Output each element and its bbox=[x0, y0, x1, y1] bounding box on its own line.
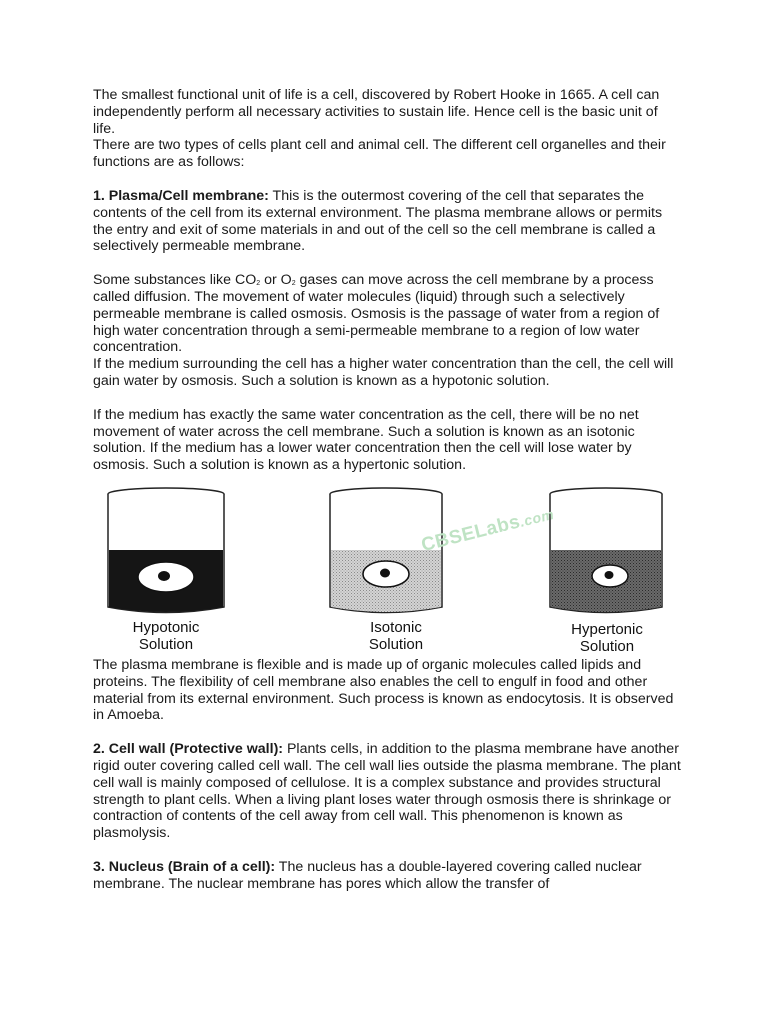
section-heading-plasma-membrane: 1. Plasma/Cell membrane: bbox=[93, 187, 269, 204]
document-body bbox=[93, 87, 683, 893]
intro-paragraph-2: There are two types of cells plant cell and animal cell. The different cell organelles and their functions are as follows: bbox=[93, 137, 666, 171]
section-cell-wall bbox=[93, 741, 683, 842]
hypertonic-label: Hypertonic Solution bbox=[571, 620, 643, 655]
hypotonic-beaker bbox=[108, 488, 224, 613]
watermark-logo: CBSELabs.com bbox=[419, 505, 556, 557]
intro-paragraph-1: The smallest functional unit of life is a cell, discovered by Robert Hooke in 1665. A cell can independently perform all necessary activities to sustain life. Hence cell is the basic unit of life. bbox=[93, 87, 660, 137]
section-text-nucleus: The nucleus has a double-layered covering called nuclear membrane. The nuclear membrane has pores which allow the transfer of bbox=[93, 858, 642, 892]
section-text-cell-wall: Plants cells, in addition to the plasma membrane have another rigid outer covering called cell wall. The cell wall lies outside the plasma membrane. The plant cell wall is mainly composed of cellulose. It is a complex substance and provides structural strength to plant cells. When a living plant loses water through osmosis there is shrinkage or contraction of contents of the cell away from cell wall. This phenomenon is known as plasmolysis. bbox=[93, 741, 681, 842]
membrane-flexibility-paragraph: The plasma membrane is flexible and is made up of organic molecules called lipids and proteins. The flexibility of cell membrane also enables the cell to engulf in food and other material from its external environment. Such process is known as endocytosis. It is observed in Amoeba. bbox=[93, 656, 674, 724]
diffusion-paragraph: Some substances like $CO_2$ or $O_2$ gases can move across the cell membrane by a process called diffusion. The movement of water molecules (liquid) through such a selectively permeable membrane is called osmosis. Osmosis is the passage of water from a region of high water concentration through a semi-permeable membrane to a region of low water concentration. bbox=[93, 272, 660, 356]
section-nucleus bbox=[93, 859, 683, 893]
hypotonic-paragraph: If the medium surrounding the cell has a higher water concentration than the cell, the cell will gain water by osmosis. Such a solution is known as a hypotonic solution. bbox=[93, 356, 674, 389]
co2-subscript: 2 bbox=[256, 280, 261, 288]
osmosis-beakers-figure bbox=[93, 482, 683, 657]
section-text-plasma-membrane: This is the outermost covering of the cell that separates the contents of the cell from its external environment. The plasma membrane allows or permits the entry and exit of some materials in and out of the cell so the cell membrane is called a selectively permeable membrane. bbox=[93, 187, 663, 255]
isotonic-label: Isotonic Solution bbox=[368, 618, 424, 653]
isotonic-paragraph: If the medium has exactly the same water concentration as the cell, there will be no net movement of water across the cell membrane. Such a solution is known as an isotonic solution. If the medium has a lower water concentration then the cell will lose water by osmosis. Such a solution is known as a hypertonic solution. bbox=[93, 406, 639, 474]
section-heading-cell-wall: 2. Cell wall (Protective wall): bbox=[93, 741, 284, 758]
section-plasma-membrane bbox=[93, 188, 683, 255]
section-heading-nucleus: 3. Nucleus (Brain of a cell): bbox=[93, 858, 276, 875]
hypotonic-label: Hypotonic Solution bbox=[132, 618, 200, 653]
o2-subscript: 2 bbox=[291, 280, 296, 288]
hypertonic-beaker bbox=[550, 488, 662, 613]
